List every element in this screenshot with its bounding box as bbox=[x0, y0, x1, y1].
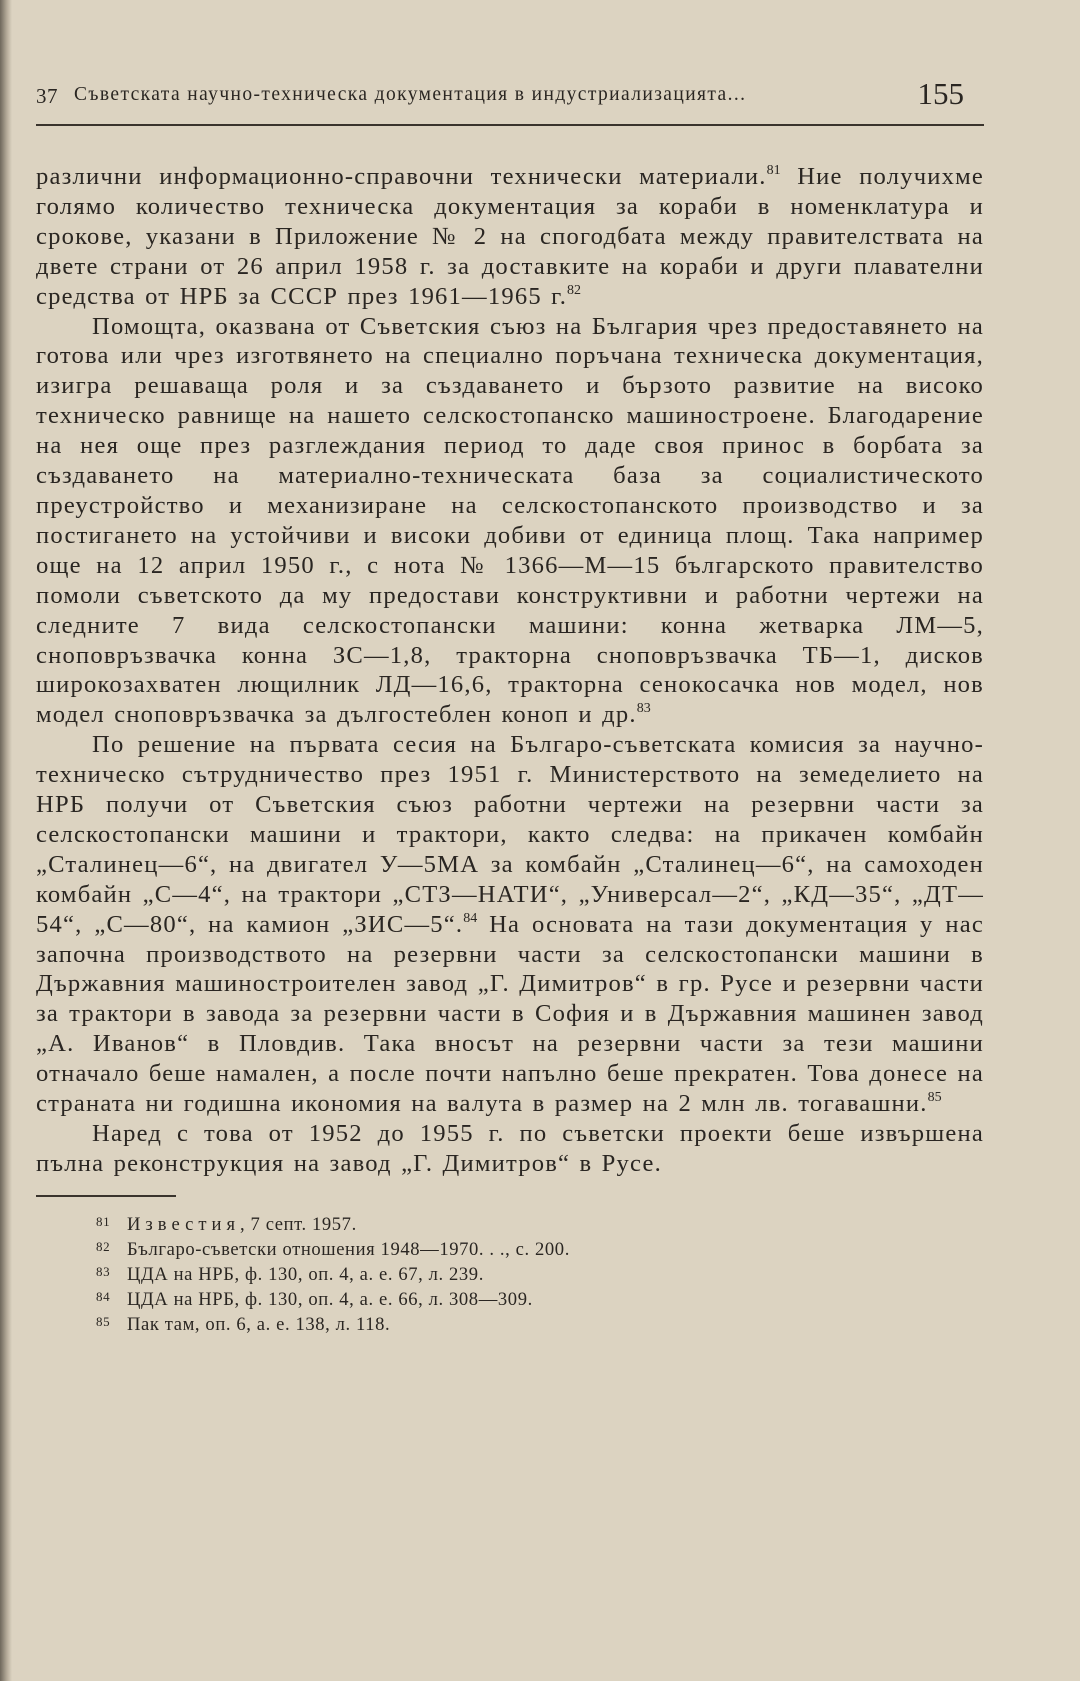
footnote-number: 84 bbox=[96, 1288, 111, 1304]
footnote-source: ЦДА на НРБ, ф. 130, оп. 4, а. е. 66, л. 308—309. bbox=[127, 1288, 533, 1310]
paragraph-text: Ние получихме голямо количество техническа документация за кораби в номенклатура и срокове, указани в Приложение № 2 на спогодбата между правителствата на двете страни от 26 април 1958 г. за доставките на кораби и други плавателни средства от НРБ за СССР през 1961—1965 г. bbox=[36, 163, 985, 310]
footnote-ref: 83 bbox=[636, 701, 651, 717]
footnote-text: , 7 септ. 1957. bbox=[240, 1213, 357, 1235]
footnote-source: ЦДА на НРБ, ф. 130, оп. 4, а. е. 67, л. 239. bbox=[127, 1263, 484, 1285]
chapter-number: 37 bbox=[36, 84, 58, 108]
footnote-item bbox=[96, 1311, 984, 1336]
footnote-number: 81 bbox=[96, 1213, 111, 1229]
footnote-item bbox=[96, 1286, 984, 1311]
page-number: 155 bbox=[917, 76, 964, 111]
footnote-item bbox=[96, 1261, 984, 1286]
paragraph-text: На основата на тази документация у нас започна производството на резервни части за селскостопански машини в Държавния машиностроителен завод „Г. Димитров“ в гр. Русе и резервни части за трактори в завода за резервни части в София и в Държавния машинен завод „А. Иванов“ в Пловдив. Така вносът на резервни части за тези машини отначало беше намален, а после почти напълно беше прекратен. Това донесе на страната ни годишна икономия на валута в размер на 2 млн лв. тогавашни. bbox=[36, 910, 984, 1118]
paragraph-2 bbox=[36, 312, 984, 731]
running-head bbox=[36, 68, 984, 126]
footnote-number: 85 bbox=[96, 1313, 111, 1329]
footnote-ref: 85 bbox=[927, 1090, 942, 1106]
footnote-number: 82 bbox=[96, 1238, 111, 1254]
page-edge-shadow bbox=[0, 0, 12, 1681]
paragraph-3 bbox=[36, 730, 984, 1119]
footnote-separator bbox=[36, 1195, 176, 1197]
paragraph-text: различни информационно-справочни технически материали. bbox=[36, 163, 767, 190]
footnote-item bbox=[96, 1236, 984, 1261]
paragraph-1 bbox=[36, 162, 984, 312]
body-text bbox=[36, 162, 984, 1179]
paragraph-text: По решение на първата сесия на Българо-съветската комисия за научно-техническо сътрудничество през 1951 г. Министерството на земеделието на НРБ получи от Съветския съюз работни чертежи на резервни части за селскостопански машини и трактори, както следва: на прикачен комбайн „Сталинец—6“, на двигател У—5МА за комбайн „Сталинец—6“, на самоходен комбайн „С—4“, на трактори „СТЗ—НАТИ“, „Универсал—2“, „КД—35“, „ДТ—54“, „С—80“, на камион „ЗИС—5“. bbox=[36, 731, 984, 938]
paragraph-text: Наред с това от 1952 до 1955 г. по съветски проекти беше извършена пълна реконструкция на завод „Г. Димитров“ в Русе. bbox=[36, 1120, 984, 1177]
paragraph-text: Помощта, оказвана от Съветския съюз на България чрез предоставянето на готова или чрез изготвянето на специално поръчана техническа документация, изигра решаваща роля и за създаването и бързото развитие на високо техническо равнище на нашето селскостопанско машиностроене. Благодарение на нея още през разглеждания период то даде своя принос в борбата за създаването на материално-техническата база за социалистическото преустройство и механизиране на селскостопанското производство и за постигането на устойчиви и високи добиви от единица площ. Така например още на 12 април 1950 г., с нота № 1366—М—15 българското правителство помоли съветското да му предостави конструктивни и работни чертежи на следните 7 вида селскостопански машини: конна жетварка ЛМ—5, сноповръзвачка конна ЗС—1,8, тракторна сноповръзвачка ТБ—1, дисков широкозахватен лющилник ЛД—16,6, тракторна сенокосачка нов модел, нов модел сноповръзвачка за дългостеблен коноп и др. bbox=[36, 312, 984, 729]
footnote-ref: 82 bbox=[567, 282, 582, 298]
paragraph-4 bbox=[36, 1119, 984, 1179]
footnote-source: Пак там, оп. 6, а. е. 138, л. 118. bbox=[127, 1313, 391, 1335]
footnote-item bbox=[96, 1211, 984, 1236]
footnote-source: Българо-съветски отношения 1948—1970. . ., с. 200. bbox=[127, 1238, 570, 1260]
footnote-source: Известия bbox=[127, 1213, 241, 1235]
footnote-ref: 84 bbox=[463, 910, 478, 926]
footnote-ref: 81 bbox=[766, 163, 781, 178]
footnotes bbox=[96, 1211, 984, 1336]
footnote-number: 83 bbox=[96, 1263, 111, 1279]
book-page bbox=[36, 68, 984, 1336]
chapter-title: Съветската научно-техническа документация в индустриализацията... bbox=[74, 84, 747, 105]
